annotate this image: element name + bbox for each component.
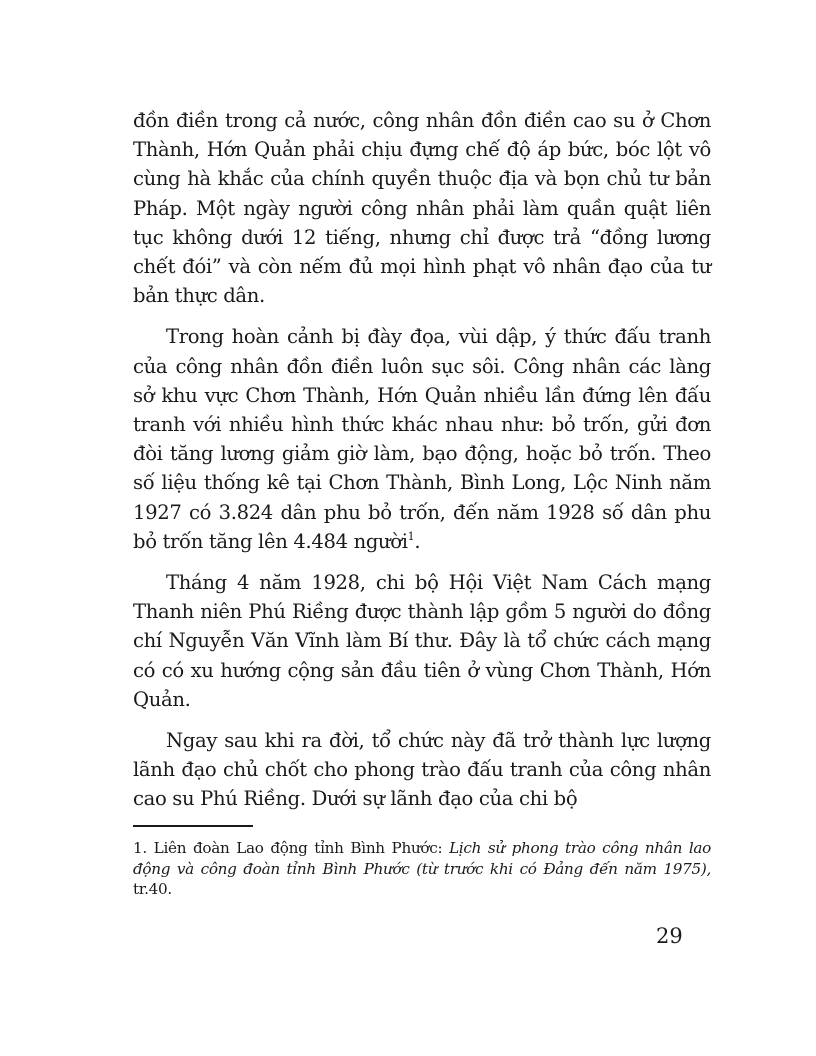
paragraph-3 bbox=[133, 568, 711, 714]
footnote-divider bbox=[133, 825, 253, 827]
paragraph-2 bbox=[133, 322, 711, 556]
footnote-number: 1. bbox=[133, 839, 147, 857]
body-text bbox=[133, 106, 711, 826]
paragraph-2-text: Trong hoàn cảnh bị đày đọa, vùi dập, ý thức đấu tranh của công nhân đồn điền luôn sục sôi. Công nhân các làng sở khu vực Chơn Thành, Hớn Quản nhiều lần đứng lên đấu tranh với nhiều hình thức khác nhau như: bỏ trốn, gửi đơn đòi tăng lương giảm giờ làm, bạo động, hoặc bỏ trốn. Theo số liệu thống kê tại Chơn Thành, Bình Long, Lộc Ninh năm 1927 có 3.824 dân phu bỏ trốn, đến năm 1928 số dân phu bỏ trốn tăng lên 4.484 người bbox=[133, 325, 711, 553]
paragraph-2-tail: . bbox=[414, 529, 421, 553]
page-number: 29 bbox=[656, 924, 683, 948]
paragraph-4-text: Ngay sau khi ra đời, tổ chức này đã trở thành lực lượng lãnh đạo chủ chốt cho phong trào đấu tranh của công nhân cao su Phú Riềng. Dưới sự lãnh đạo của chi bộ bbox=[133, 729, 711, 811]
paragraph-1 bbox=[133, 106, 711, 310]
footnote-reference[interactable]: 1 bbox=[407, 529, 415, 543]
footnote-title: Lịch sử phong trào công nhân lao động và công đoàn tỉnh Bình Phước (từ trước khi có Đảng đến năm 1975), bbox=[133, 839, 712, 878]
footnote bbox=[133, 838, 711, 900]
paragraph-3-text: Tháng 4 năm 1928, chi bộ Hội Việt Nam Cách mạng Thanh niên Phú Riềng được thành lập gồm 5 người do đồng chí Nguyễn Văn Vĩnh làm Bí thư. Đây là tổ chức cách mạng có có xu hướng cộng sản đầu tiên ở vùng Chơn Thành, Hớn Quản. bbox=[133, 571, 711, 711]
paragraph-1-text: đồn điền trong cả nước, công nhân đồn điền cao su ở Chơn Thành, Hớn Quản phải chịu đựng chế độ áp bức, bóc lột vô cùng hà khắc của chính quyền thuộc địa và bọn chủ tư bản Pháp. Một ngày người công nhân phải làm quần quật liên tục không dưới 12 tiếng, nhưng chỉ được trả “đồng lương chết đói” và còn nếm đủ mọi hình phạt vô nhân đạo của tư bản thực dân. bbox=[133, 109, 711, 308]
footnote-page-ref: tr.40. bbox=[133, 880, 172, 899]
paragraph-4 bbox=[133, 726, 711, 814]
footnote-author: Liên đoàn Lao động tỉnh Bình Phước: bbox=[153, 839, 443, 857]
